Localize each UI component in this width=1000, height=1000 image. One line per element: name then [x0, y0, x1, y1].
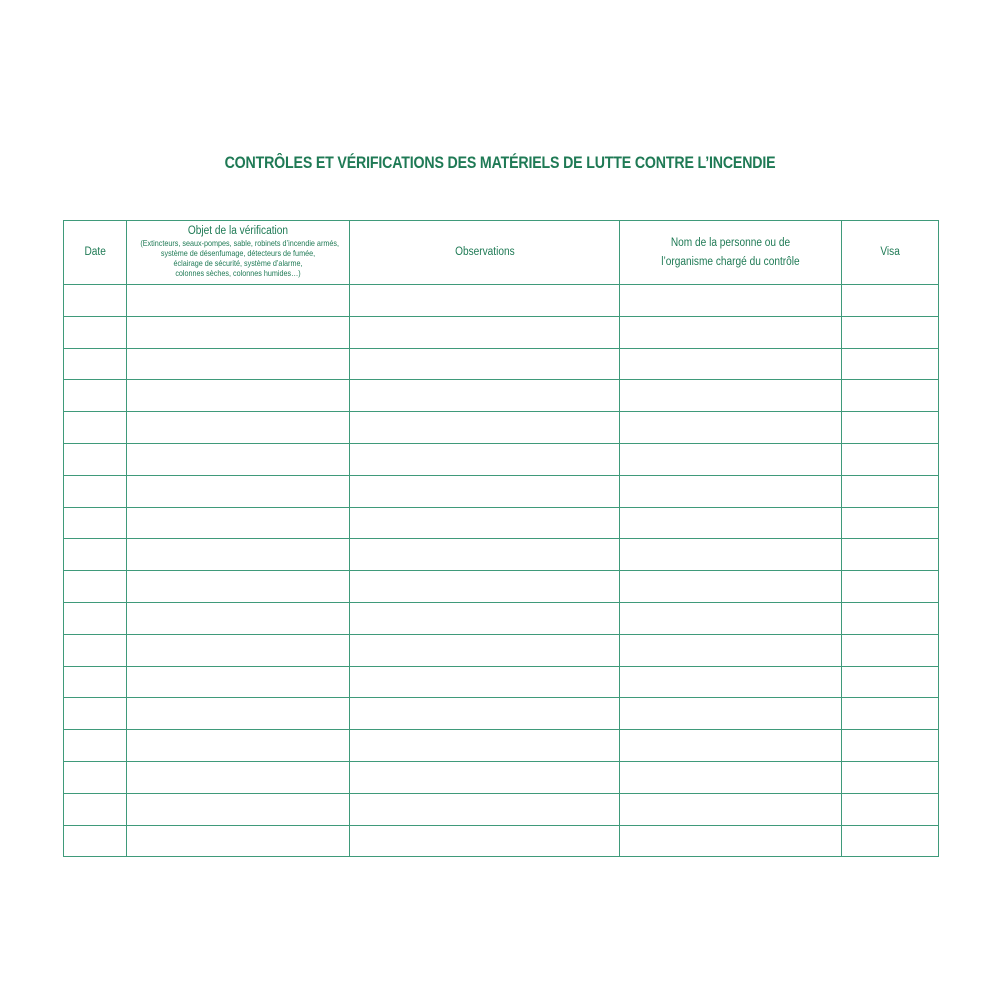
- objet-cell[interactable]: [127, 443, 350, 475]
- observations-cell[interactable]: [350, 730, 620, 762]
- objet-cell[interactable]: [127, 285, 350, 317]
- observations-cell[interactable]: [350, 825, 620, 857]
- table-row: [64, 316, 939, 348]
- date-cell[interactable]: [64, 380, 127, 412]
- inspection-register-table: [63, 220, 939, 857]
- nom-cell[interactable]: [620, 825, 842, 857]
- visa-cell[interactable]: [842, 602, 939, 634]
- date-cell[interactable]: [64, 443, 127, 475]
- objet-cell[interactable]: [127, 316, 350, 348]
- nom-cell[interactable]: [620, 698, 842, 730]
- date-cell[interactable]: [64, 761, 127, 793]
- date-header-label: Date: [84, 246, 106, 259]
- table-row: [64, 539, 939, 571]
- objet-header-note-line: système de désenfumage, détecteurs de fumée,: [160, 248, 316, 258]
- nom-cell[interactable]: [620, 602, 842, 634]
- table-row: [64, 634, 939, 666]
- visa-cell[interactable]: [842, 507, 939, 539]
- nom-cell[interactable]: [620, 666, 842, 698]
- objet-cell[interactable]: [127, 539, 350, 571]
- nom-cell[interactable]: [620, 412, 842, 444]
- observations-cell[interactable]: [350, 380, 620, 412]
- column-header-nom: [620, 221, 842, 285]
- objet-cell[interactable]: [127, 602, 350, 634]
- table-row: [64, 507, 939, 539]
- column-header-objet: [127, 221, 350, 285]
- nom-cell[interactable]: [620, 348, 842, 380]
- visa-cell[interactable]: [842, 761, 939, 793]
- nom-cell[interactable]: [620, 475, 842, 507]
- objet-cell[interactable]: [127, 634, 350, 666]
- objet-header-label: Objet de la vérification: [187, 225, 289, 238]
- date-cell[interactable]: [64, 316, 127, 348]
- visa-cell[interactable]: [842, 443, 939, 475]
- visa-cell[interactable]: [842, 539, 939, 571]
- register-body: [64, 285, 939, 857]
- column-header-observations: [350, 221, 620, 285]
- observations-cell[interactable]: [350, 443, 620, 475]
- nom-header-line: l’organisme chargé du contrôle: [661, 255, 800, 268]
- observations-cell[interactable]: [350, 571, 620, 603]
- visa-cell[interactable]: [842, 666, 939, 698]
- visa-cell[interactable]: [842, 475, 939, 507]
- objet-cell[interactable]: [127, 380, 350, 412]
- observations-cell[interactable]: [350, 602, 620, 634]
- objet-cell[interactable]: [127, 793, 350, 825]
- nom-cell[interactable]: [620, 380, 842, 412]
- observations-cell[interactable]: [350, 666, 620, 698]
- table-row: [64, 285, 939, 317]
- nom-cell[interactable]: [620, 443, 842, 475]
- observations-cell[interactable]: [350, 539, 620, 571]
- visa-cell[interactable]: [842, 825, 939, 857]
- date-cell[interactable]: [64, 507, 127, 539]
- observations-cell[interactable]: [350, 507, 620, 539]
- observations-cell[interactable]: [350, 412, 620, 444]
- objet-cell[interactable]: [127, 761, 350, 793]
- objet-header-note-line: (Extincteurs, seaux-pompes, sable, robinets d’incendie armés,: [140, 238, 339, 248]
- objet-cell[interactable]: [127, 348, 350, 380]
- date-cell[interactable]: [64, 571, 127, 603]
- date-cell[interactable]: [64, 698, 127, 730]
- date-cell[interactable]: [64, 348, 127, 380]
- table-row: [64, 825, 939, 857]
- objet-cell[interactable]: [127, 698, 350, 730]
- date-cell[interactable]: [64, 730, 127, 762]
- table-row: [64, 730, 939, 762]
- observations-cell[interactable]: [350, 316, 620, 348]
- table-row: [64, 475, 939, 507]
- nom-cell[interactable]: [620, 507, 842, 539]
- column-header-date: [64, 221, 127, 285]
- table-header-row: [64, 221, 939, 285]
- date-cell[interactable]: [64, 825, 127, 857]
- table-row: [64, 348, 939, 380]
- page-title: CONTRÔLES ET VÉRIFICATIONS DES MATÉRIELS DE LUTTE CONTRE L’INCENDIE: [224, 154, 776, 172]
- visa-cell[interactable]: [842, 793, 939, 825]
- objet-header-note-line: colonnes sèches, colonnes humides…): [175, 269, 301, 279]
- visa-cell[interactable]: [842, 571, 939, 603]
- date-cell[interactable]: [64, 539, 127, 571]
- visa-header-label: Visa: [880, 246, 900, 259]
- nom-cell[interactable]: [620, 316, 842, 348]
- table-row: [64, 443, 939, 475]
- objet-cell[interactable]: [127, 666, 350, 698]
- visa-cell[interactable]: [842, 412, 939, 444]
- objet-cell[interactable]: [127, 507, 350, 539]
- objet-cell[interactable]: [127, 730, 350, 762]
- date-cell[interactable]: [64, 793, 127, 825]
- nom-cell[interactable]: [620, 634, 842, 666]
- objet-cell[interactable]: [127, 825, 350, 857]
- date-cell[interactable]: [64, 412, 127, 444]
- table-row: [64, 698, 939, 730]
- table-row: [64, 571, 939, 603]
- objet-header-note-line: éclairage de sécurité, système d’alarme,: [173, 259, 303, 269]
- nom-cell[interactable]: [620, 730, 842, 762]
- visa-cell[interactable]: [842, 634, 939, 666]
- visa-cell[interactable]: [842, 285, 939, 317]
- visa-cell[interactable]: [842, 380, 939, 412]
- observations-cell[interactable]: [350, 634, 620, 666]
- nom-cell[interactable]: [620, 571, 842, 603]
- observations-cell[interactable]: [350, 285, 620, 317]
- observations-header-label: Observations: [454, 246, 515, 259]
- objet-cell[interactable]: [127, 412, 350, 444]
- date-cell[interactable]: [64, 475, 127, 507]
- table-row: [64, 412, 939, 444]
- visa-cell[interactable]: [842, 316, 939, 348]
- table-row: [64, 793, 939, 825]
- observations-cell[interactable]: [350, 761, 620, 793]
- table-row: [64, 761, 939, 793]
- column-header-visa: [842, 221, 939, 285]
- nom-cell[interactable]: [620, 761, 842, 793]
- date-cell[interactable]: [64, 634, 127, 666]
- objet-cell[interactable]: [127, 475, 350, 507]
- observations-cell[interactable]: [350, 698, 620, 730]
- date-cell[interactable]: [64, 285, 127, 317]
- nom-cell[interactable]: [620, 539, 842, 571]
- table-row: [64, 602, 939, 634]
- nom-header-line: Nom de la personne ou de: [670, 236, 791, 249]
- observations-cell[interactable]: [350, 348, 620, 380]
- table-row: [64, 380, 939, 412]
- table-row: [64, 666, 939, 698]
- objet-cell[interactable]: [127, 571, 350, 603]
- observations-cell[interactable]: [350, 793, 620, 825]
- visa-cell[interactable]: [842, 348, 939, 380]
- nom-cell[interactable]: [620, 793, 842, 825]
- date-cell[interactable]: [64, 666, 127, 698]
- observations-cell[interactable]: [350, 475, 620, 507]
- nom-cell[interactable]: [620, 285, 842, 317]
- date-cell[interactable]: [64, 602, 127, 634]
- visa-cell[interactable]: [842, 698, 939, 730]
- visa-cell[interactable]: [842, 730, 939, 762]
